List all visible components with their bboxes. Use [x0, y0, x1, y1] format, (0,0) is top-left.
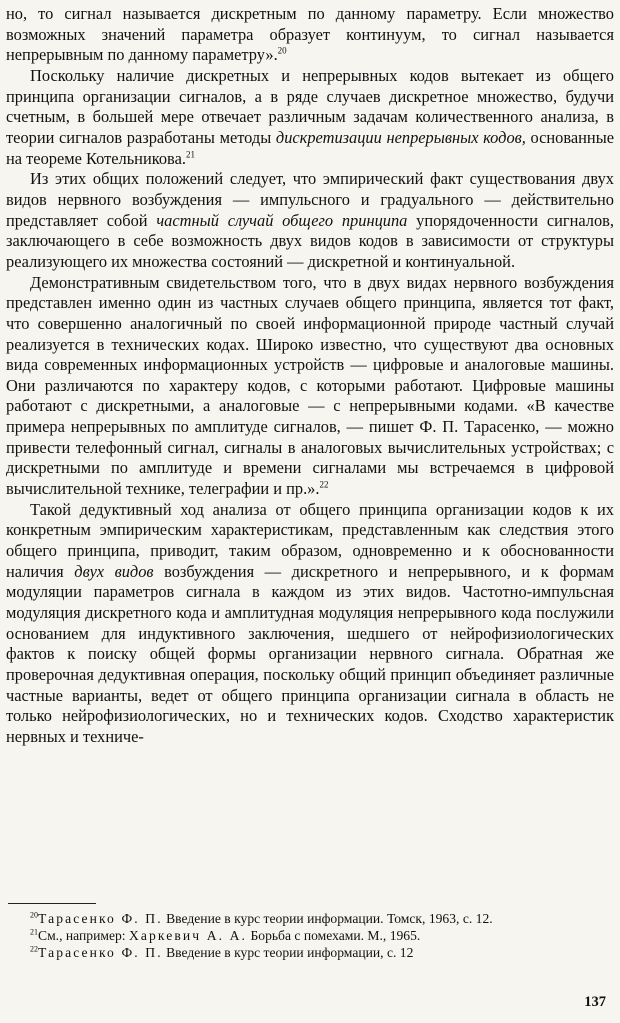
paragraph	[6, 169, 614, 272]
footnote-20	[6, 910, 614, 927]
paragraph-text: Такой дедуктивный ход анализа от общего принципа организации кодов к их конкретным эмпирическим характеристикам, представленным как следствия этого общего принципа, приводит, таким образом, одновременно и к обоснованности наличия	[6, 499, 614, 581]
paragraph	[6, 4, 614, 66]
page-number: 137	[584, 994, 606, 1010]
footnote-reference: 20	[277, 45, 287, 56]
paragraph-text: основанные на теореме Котельникова.	[6, 127, 614, 168]
footnote-reference: 22	[319, 479, 329, 490]
footnote-lead: См., например:	[38, 928, 129, 943]
footnote-text: Введение в курс теории информации, с. 12	[162, 945, 414, 960]
paragraph	[6, 273, 614, 500]
footnote-author: Тарасенко Ф. П.	[38, 911, 163, 926]
footnote-mark: 22	[30, 944, 38, 954]
footnote-mark: 20	[30, 910, 38, 920]
paragraph-text: Демонстративным свидетельством того, что в двух видах нервного возбуждения представлен именно один из частных случаев общего принципа, является тот факт, что совершенно аналогичный по своей информационной природе частный случай реализуется в технических кодах. Широко известно, что существуют два основных вида современных информационных устройств — цифровые и аналоговые машины. Они различаются по характеру кодов, с которыми работают. Цифровые машины работают с дискретными, а аналоговые — с непрерывными кодами. «В качестве примера непрерывных по амплитуде сигналов, — пишет Ф. П. Тарасенко, — можно привести телефонный сигнал, сигналы в аналоговых вычислительных устройствах; с дискретными по амплитуде и времени сигналами мы встречаемся в цифровой вычислительной технике, телеграфии и пр.».	[6, 272, 614, 499]
footnote-reference: 21	[185, 149, 195, 160]
paragraph-text: но, то сигнал называется дискретным по данному параметру. Если множество возможных значений параметра образует континуум, то сигнал называется непрерывным по данному параметру».	[6, 4, 614, 65]
footnote-21	[6, 927, 614, 944]
footnote-text: Борьба с помехами. М., 1965.	[247, 928, 421, 943]
emphasis-text: частный случай общего принципа	[156, 210, 408, 230]
paragraph-text: Из этих общих положений следует, что эмпирический факт существования двух видов нервного возбуждения — импульсного и градуального — действительно представляет собой	[6, 169, 614, 230]
footnotes	[6, 910, 614, 961]
paragraph	[6, 66, 614, 169]
paragraph-text: возбуждения — дискретного и непрерывного, и к формам модуляции параметров сигнала в каждом из этих видов. Частотно-импульсная модуляция дискретного кода и амплитудная модуляция непрерывного кода послужили основанием для индуктивного заключения, шедшего от нейрофизиологических фактов к поиску общей формы организации нервного сигнала. Обратная же проверочная дедуктивная операция, поскольку общий принцип объединяет различные частные варианты, ведет от общего принципа организации сигнала в область не только нейрофизиологических, но и технических кодов. Сходство характеристик нервных и техниче-	[6, 561, 614, 746]
emphasis-text: дискретизации непрерывных кодов,	[275, 127, 526, 147]
footnote-mark: 21	[30, 927, 38, 937]
main-text	[6, 4, 614, 748]
paragraph-text: Поскольку наличие дискретных и непрерывных кодов вытекает из общего принципа организации сигналов, а в ряде случаев дискретное множество, будучи счетным, в большей мере отвечает различным задачам количественного анализа, в теории сигналов разработаны методы	[6, 65, 614, 147]
paragraph	[6, 500, 614, 748]
footnote-author: Тарасенко Ф. П.	[38, 945, 163, 960]
footnote-author: Харкевич А. А.	[128, 928, 248, 943]
footnote-22	[6, 944, 614, 961]
footnote-divider	[8, 903, 96, 904]
emphasis-text: двух видов	[74, 561, 154, 581]
paragraph-text: упорядоченности сигналов, заключающего в себе возможность двух видов кодов в зависимости от структуры реализующего их множества состояний — дискретной и континуальной.	[6, 210, 615, 271]
footnote-text: Введение в курс теории информации. Томск, 1963, с. 12.	[162, 911, 493, 926]
